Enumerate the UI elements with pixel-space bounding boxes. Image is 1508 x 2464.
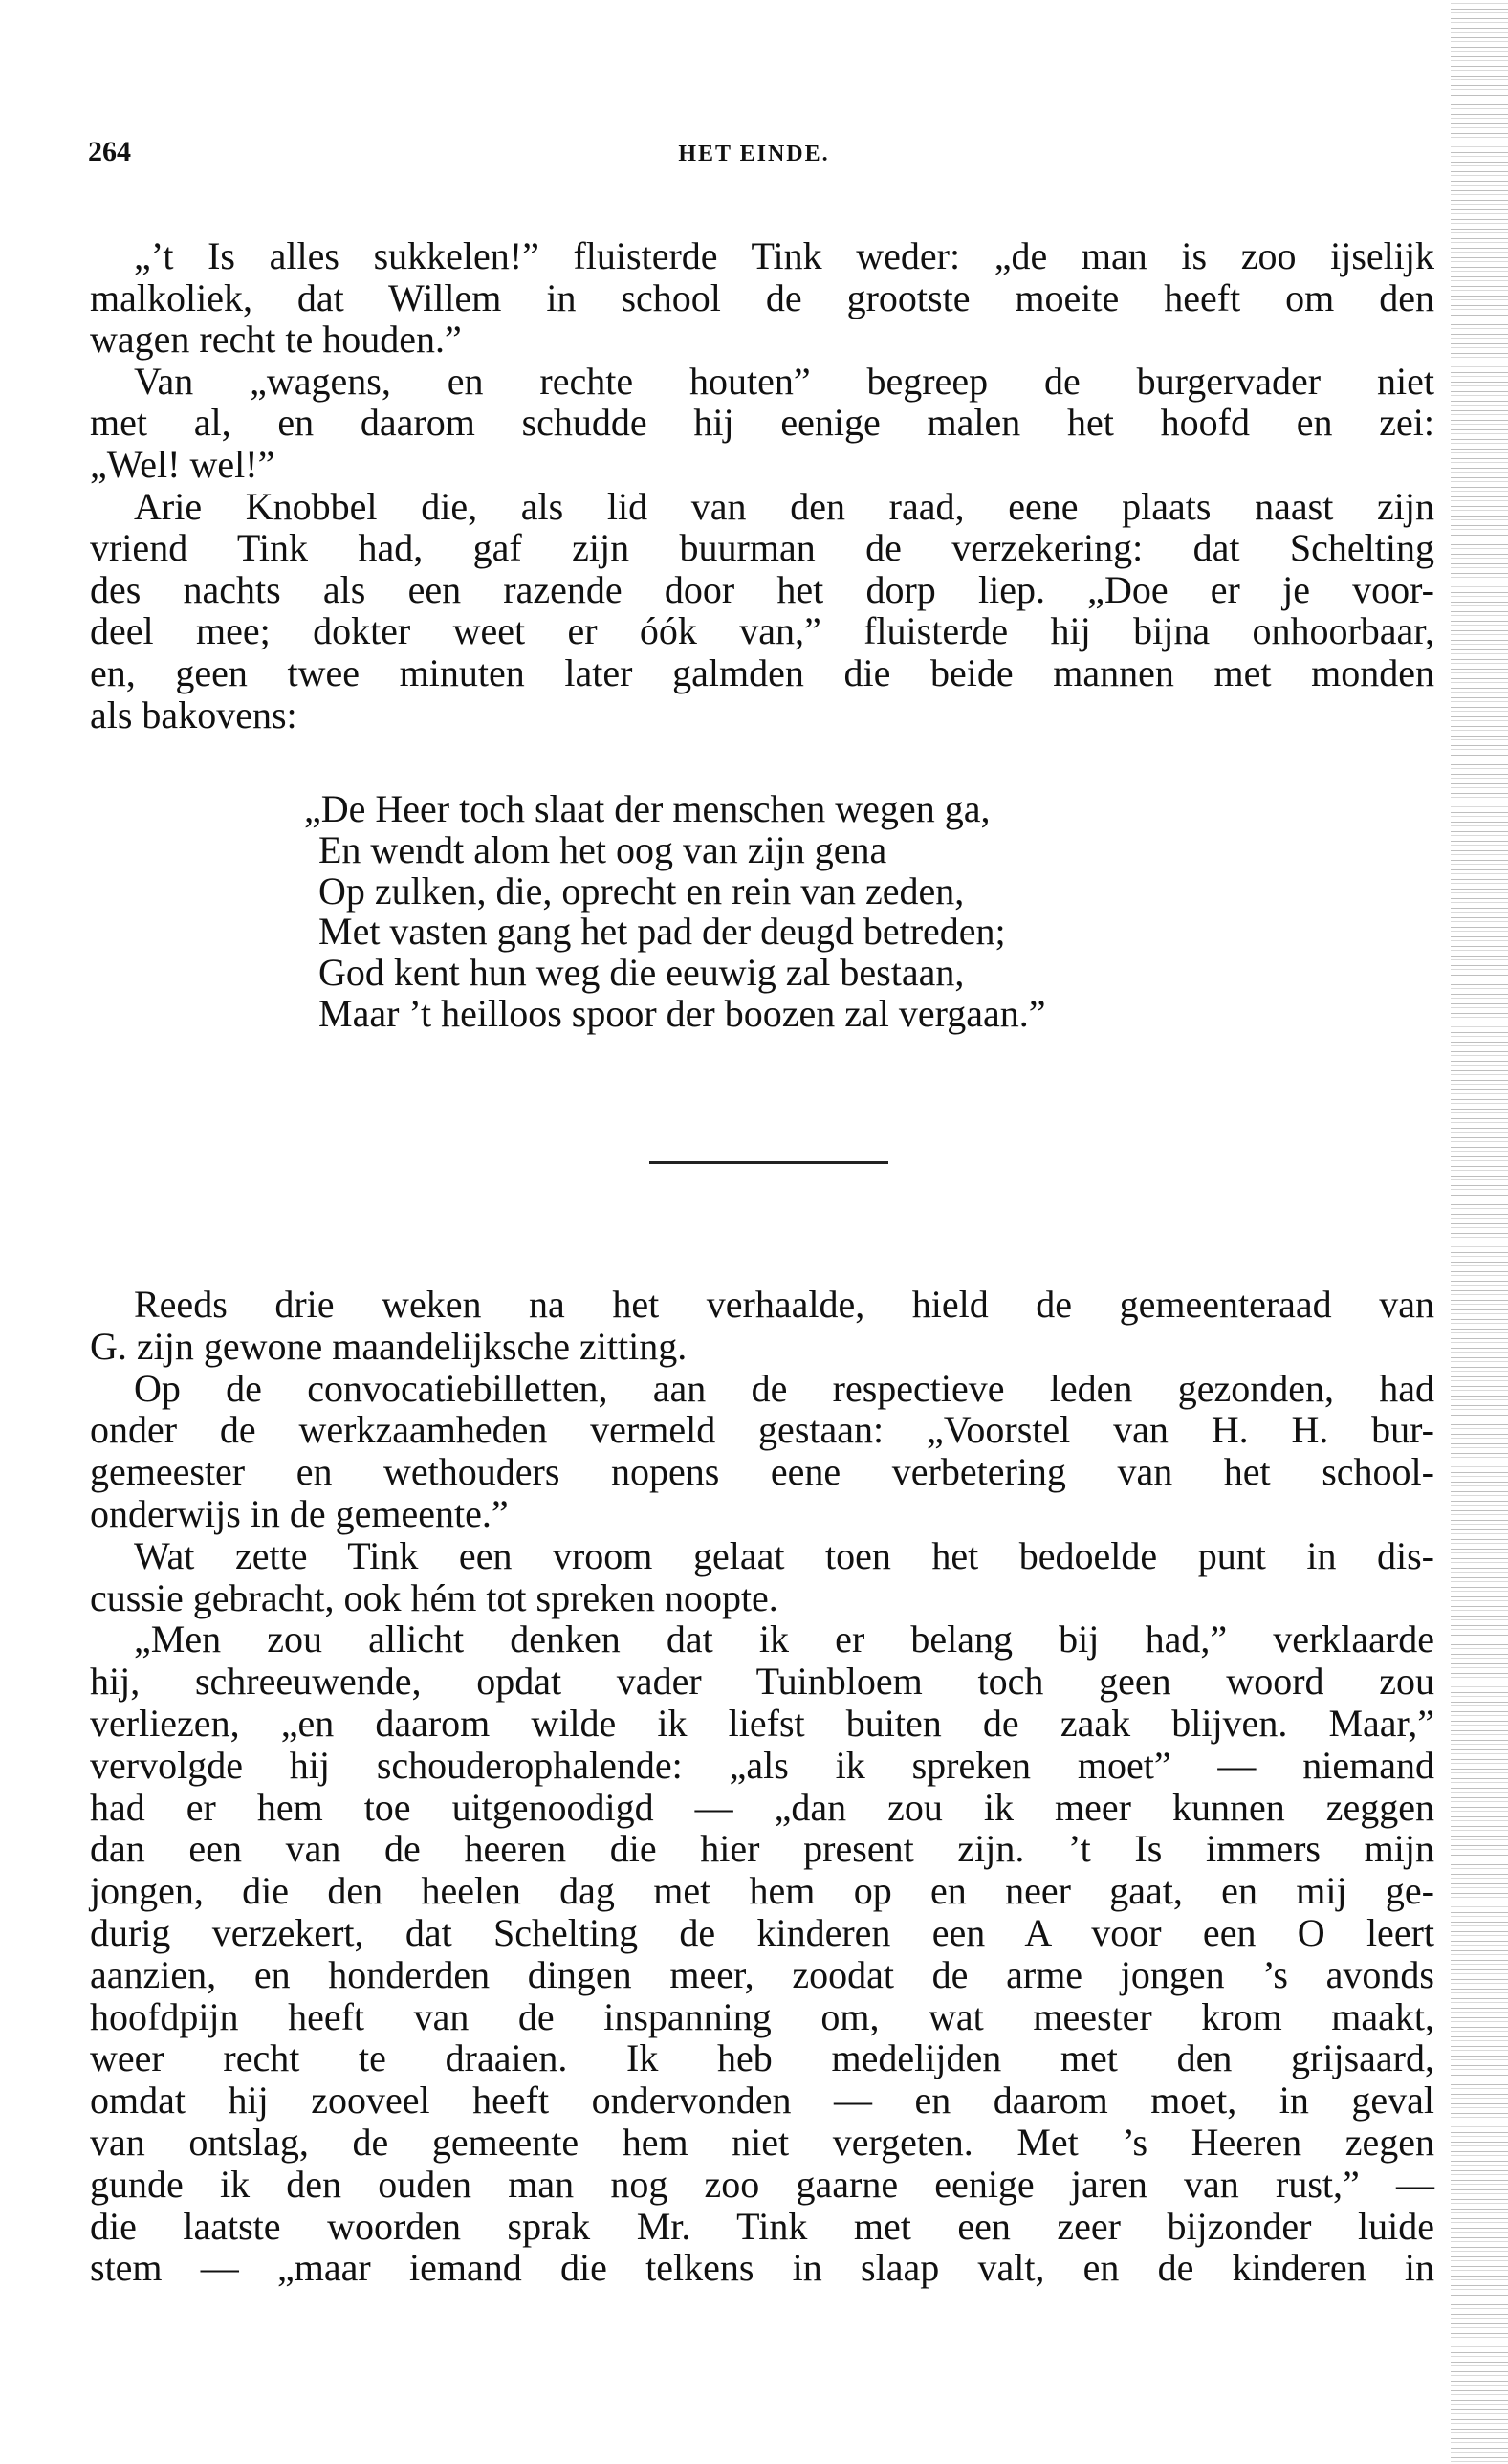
text-line: durig verzekert, dat Schelting de kinderen een A voor een O leert xyxy=(90,1911,1434,1954)
text-line: omdat hij zooveel heeft ondervonden — en daarom moet, in geval xyxy=(90,2079,1434,2123)
page-number: 264 xyxy=(88,136,131,167)
poem-line: Maar ’t heilloos spoor der boozen zal vergaan.” xyxy=(318,992,1046,1035)
text-line: weer recht te draaien. Ik heb medelijden met den grijsaard, xyxy=(90,2036,1434,2080)
text-line: vriend Tink had, gaf zijn buurman de verzekering: dat Schelting xyxy=(90,526,1434,570)
text-line: Arie Knobbel die, als lid van den raad, eene plaats naast zijn xyxy=(134,484,1434,528)
text-line: „Wel! wel!” xyxy=(90,443,275,486)
text-line: hij, schreeuwende, opdat vader Tuinbloem toch geen woord zou xyxy=(90,1660,1434,1704)
text-line: met al, en daarom schudde hij eenige malen het hoofd en zei: xyxy=(90,401,1434,445)
text-line: Reeds drie weken na het verhaalde, hield de gemeenteraad van xyxy=(134,1283,1434,1326)
text-line: die laatste woorden sprak Mr. Tink met een zeer bijzonder luide xyxy=(90,2204,1434,2248)
text-line: cussie gebracht, ook hém tot spreken noopte. xyxy=(90,1575,778,1619)
poem-line: „De Heer toch slaat der menschen wegen ga, xyxy=(304,787,991,830)
text-line: stem — „maar iemand die telkens in slaap valt, en de kinderen in xyxy=(90,2246,1434,2290)
text-line: had er hem toe uitgenoodigd — „dan zou ik meer kunnen zeggen xyxy=(90,1785,1434,1829)
text-line: Op de convocatiebilletten, aan de respectieve leden gezonden, had xyxy=(134,1366,1434,1410)
text-line: G. zijn gewone maandelijksche zitting. xyxy=(90,1324,688,1368)
poem-line: God kent hun weg die eeuwig zal bestaan, xyxy=(318,951,965,995)
text-line: van ontslag, de gemeente hem niet vergeten. Met ’s Heeren zegen xyxy=(90,2121,1434,2164)
section-divider xyxy=(649,1161,888,1164)
text-line: als bakovens: xyxy=(90,693,297,737)
text-line: jongen, die den heelen dag met hem op en neer gaat, en mij ge- xyxy=(90,1869,1434,1913)
poem-line: Met vasten gang het pad der deugd betreden; xyxy=(318,910,1006,954)
text-line: vervolgde hij schouderophalende: „als ik spreken moet” — niemand xyxy=(90,1743,1434,1787)
scan-edge xyxy=(1451,0,1508,2464)
text-line: gemeester en wethouders nopens eene verbetering van het school- xyxy=(90,1450,1434,1494)
text-line: malkoliek, dat Willem in school de grootste moeite heeft om den xyxy=(90,275,1434,319)
text-line: gunde ik den ouden man nog zoo gaarne eenige jaren van rust,” — xyxy=(90,2162,1434,2206)
text-line: en, geen twee minuten later galmden die beide mannen met monden xyxy=(90,651,1434,694)
text-line: onder de werkzaamheden vermeld gestaan: „Voorstel van H. H. bur- xyxy=(90,1408,1434,1452)
text-line: deel mee; dokter weet er óók van,” fluisterde hij bijna onhoorbaar, xyxy=(90,609,1434,653)
text-line: Wat zette Tink een vroom gelaat toen het bedoelde punt in dis- xyxy=(134,1533,1434,1577)
text-line: des nachts als een razende door het dorp liep. „Doe er je voor- xyxy=(90,567,1434,611)
text-line: „Men zou allicht denken dat ik er belang bij had,” verklaarde xyxy=(134,1617,1434,1661)
text-line: hoofdpijn heeft van de inspanning om, wat meester krom maakt, xyxy=(90,1994,1434,2038)
poem-line: Op zulken, die, oprecht en rein van zeden, xyxy=(318,869,965,913)
text-line: „’t Is alles sukkelen!” fluisterde Tink weder: „de man is zoo ijselijk xyxy=(134,234,1434,277)
text-line: verliezen, „en daarom wilde ik liefst buiten de zaak blijven. Maar,” xyxy=(90,1702,1434,1745)
text-line: aanzien, en honderden dingen meer, zoodat de arme jongen ’s avonds xyxy=(90,1952,1434,1996)
running-title: HET EINDE. xyxy=(678,142,830,166)
poem-line: En wendt alom het oog van zijn gena xyxy=(318,827,887,871)
text-line: onderwijs in de gemeente.” xyxy=(90,1492,509,1535)
text-line: Van „wagens, en rechte houten” begreep de burgervader niet xyxy=(134,359,1434,403)
text-line: wagen recht te houden.” xyxy=(90,318,462,362)
text-line: dan een van de heeren die hier present zijn. ’t Is immers mijn xyxy=(90,1827,1434,1871)
